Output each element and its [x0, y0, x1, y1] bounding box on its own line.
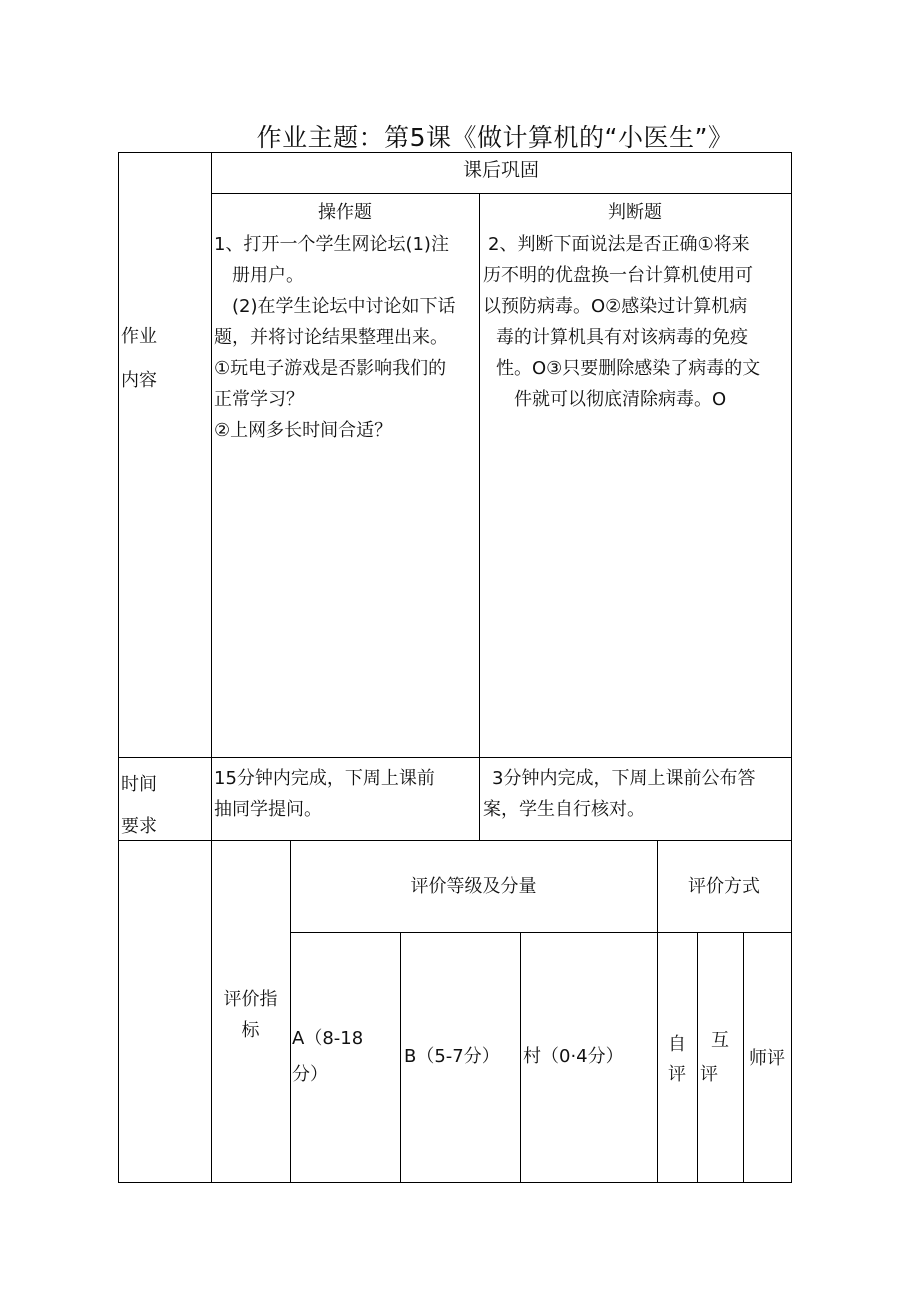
grade-a-label-2: 分） — [292, 1064, 328, 1085]
method-self-2: 评 — [668, 1064, 686, 1085]
eval-index-label-1: 评价指 — [223, 989, 278, 1010]
eval-header-divider — [290, 932, 792, 933]
operation-line: ①玩电子游戏是否影响我们的 — [214, 358, 447, 379]
section-header-divider — [211, 193, 792, 194]
operation-time-line: 15分钟内完成，下周上课前 — [214, 768, 435, 789]
operation-line: (2)在学生论坛中讨论如下话 — [232, 296, 456, 317]
grade-a-label-1: A（8-18 — [292, 1028, 364, 1049]
method-self-1: 自 — [668, 1034, 686, 1055]
operation-time-line: 抽同学提问。 — [214, 799, 322, 820]
judgment-line: 以预防病毒。O②感染过计算机病 — [483, 296, 748, 317]
judgment-line: 性。O③只要删除感染了病毒的文 — [496, 358, 761, 379]
row-label-content-1: 作业 — [121, 326, 157, 347]
eval-grade-ab-divider — [400, 932, 401, 1182]
judgment-line: 2、判断下面说法是否正确①将来 — [488, 234, 750, 255]
table-border-top — [118, 152, 792, 153]
method-teacher: 师评 — [749, 1048, 785, 1069]
row-label-time-2: 要求 — [121, 816, 157, 837]
row-label-time-1: 时间 — [121, 774, 157, 795]
content-time-divider — [118, 757, 792, 758]
judgment-time-line: 3分钟内完成，下周上课前公布答 — [492, 768, 756, 789]
eval-index-label-2: 标 — [241, 1020, 260, 1041]
eval-self-peer-divider — [697, 932, 698, 1182]
table-border-bottom — [118, 1182, 792, 1183]
time-eval-divider — [118, 840, 792, 841]
operation-header: 操作题 — [318, 202, 372, 223]
method-peer-2: 评 — [700, 1064, 718, 1085]
operation-line: 册用户。 — [232, 265, 304, 286]
judgment-header: 判断题 — [608, 202, 662, 223]
eval-grade-bc-divider — [520, 932, 521, 1182]
page-title: 作业主题：第5课《做计算机的“小医生”》 — [256, 123, 734, 152]
operation-line: 正常学习？ — [214, 389, 304, 410]
row-label-content-2: 内容 — [121, 370, 157, 391]
judgment-line: 历不明的优盘换一台计算机使用可 — [483, 265, 753, 286]
judgment-line: 件就可以彻底清除病毒。O — [514, 389, 727, 410]
task-column-divider — [479, 193, 480, 840]
judgment-line: 毒的计算机具有对该病毒的免疫 — [496, 327, 748, 348]
eval-grade-header: 评价等级及分量 — [410, 876, 537, 897]
table-border-left — [118, 152, 119, 1182]
method-peer-1: 互 — [711, 1030, 729, 1051]
grade-b-label: B（5-7分） — [404, 1046, 500, 1067]
operation-line: ②上网多长时间合适？ — [214, 420, 393, 441]
eval-method-header: 评价方式 — [688, 876, 760, 897]
grade-c-label: 村（0·4分） — [523, 1046, 624, 1067]
operation-line: 1、打开一个学生网论坛(1)注 — [214, 234, 449, 255]
judgment-time-line: 案，学生自行核对。 — [483, 799, 645, 820]
operation-line: 题，并将讨论结果整理出来。 — [214, 327, 448, 348]
section-header: 课后巩固 — [462, 159, 539, 181]
table-border-right — [791, 152, 792, 1182]
